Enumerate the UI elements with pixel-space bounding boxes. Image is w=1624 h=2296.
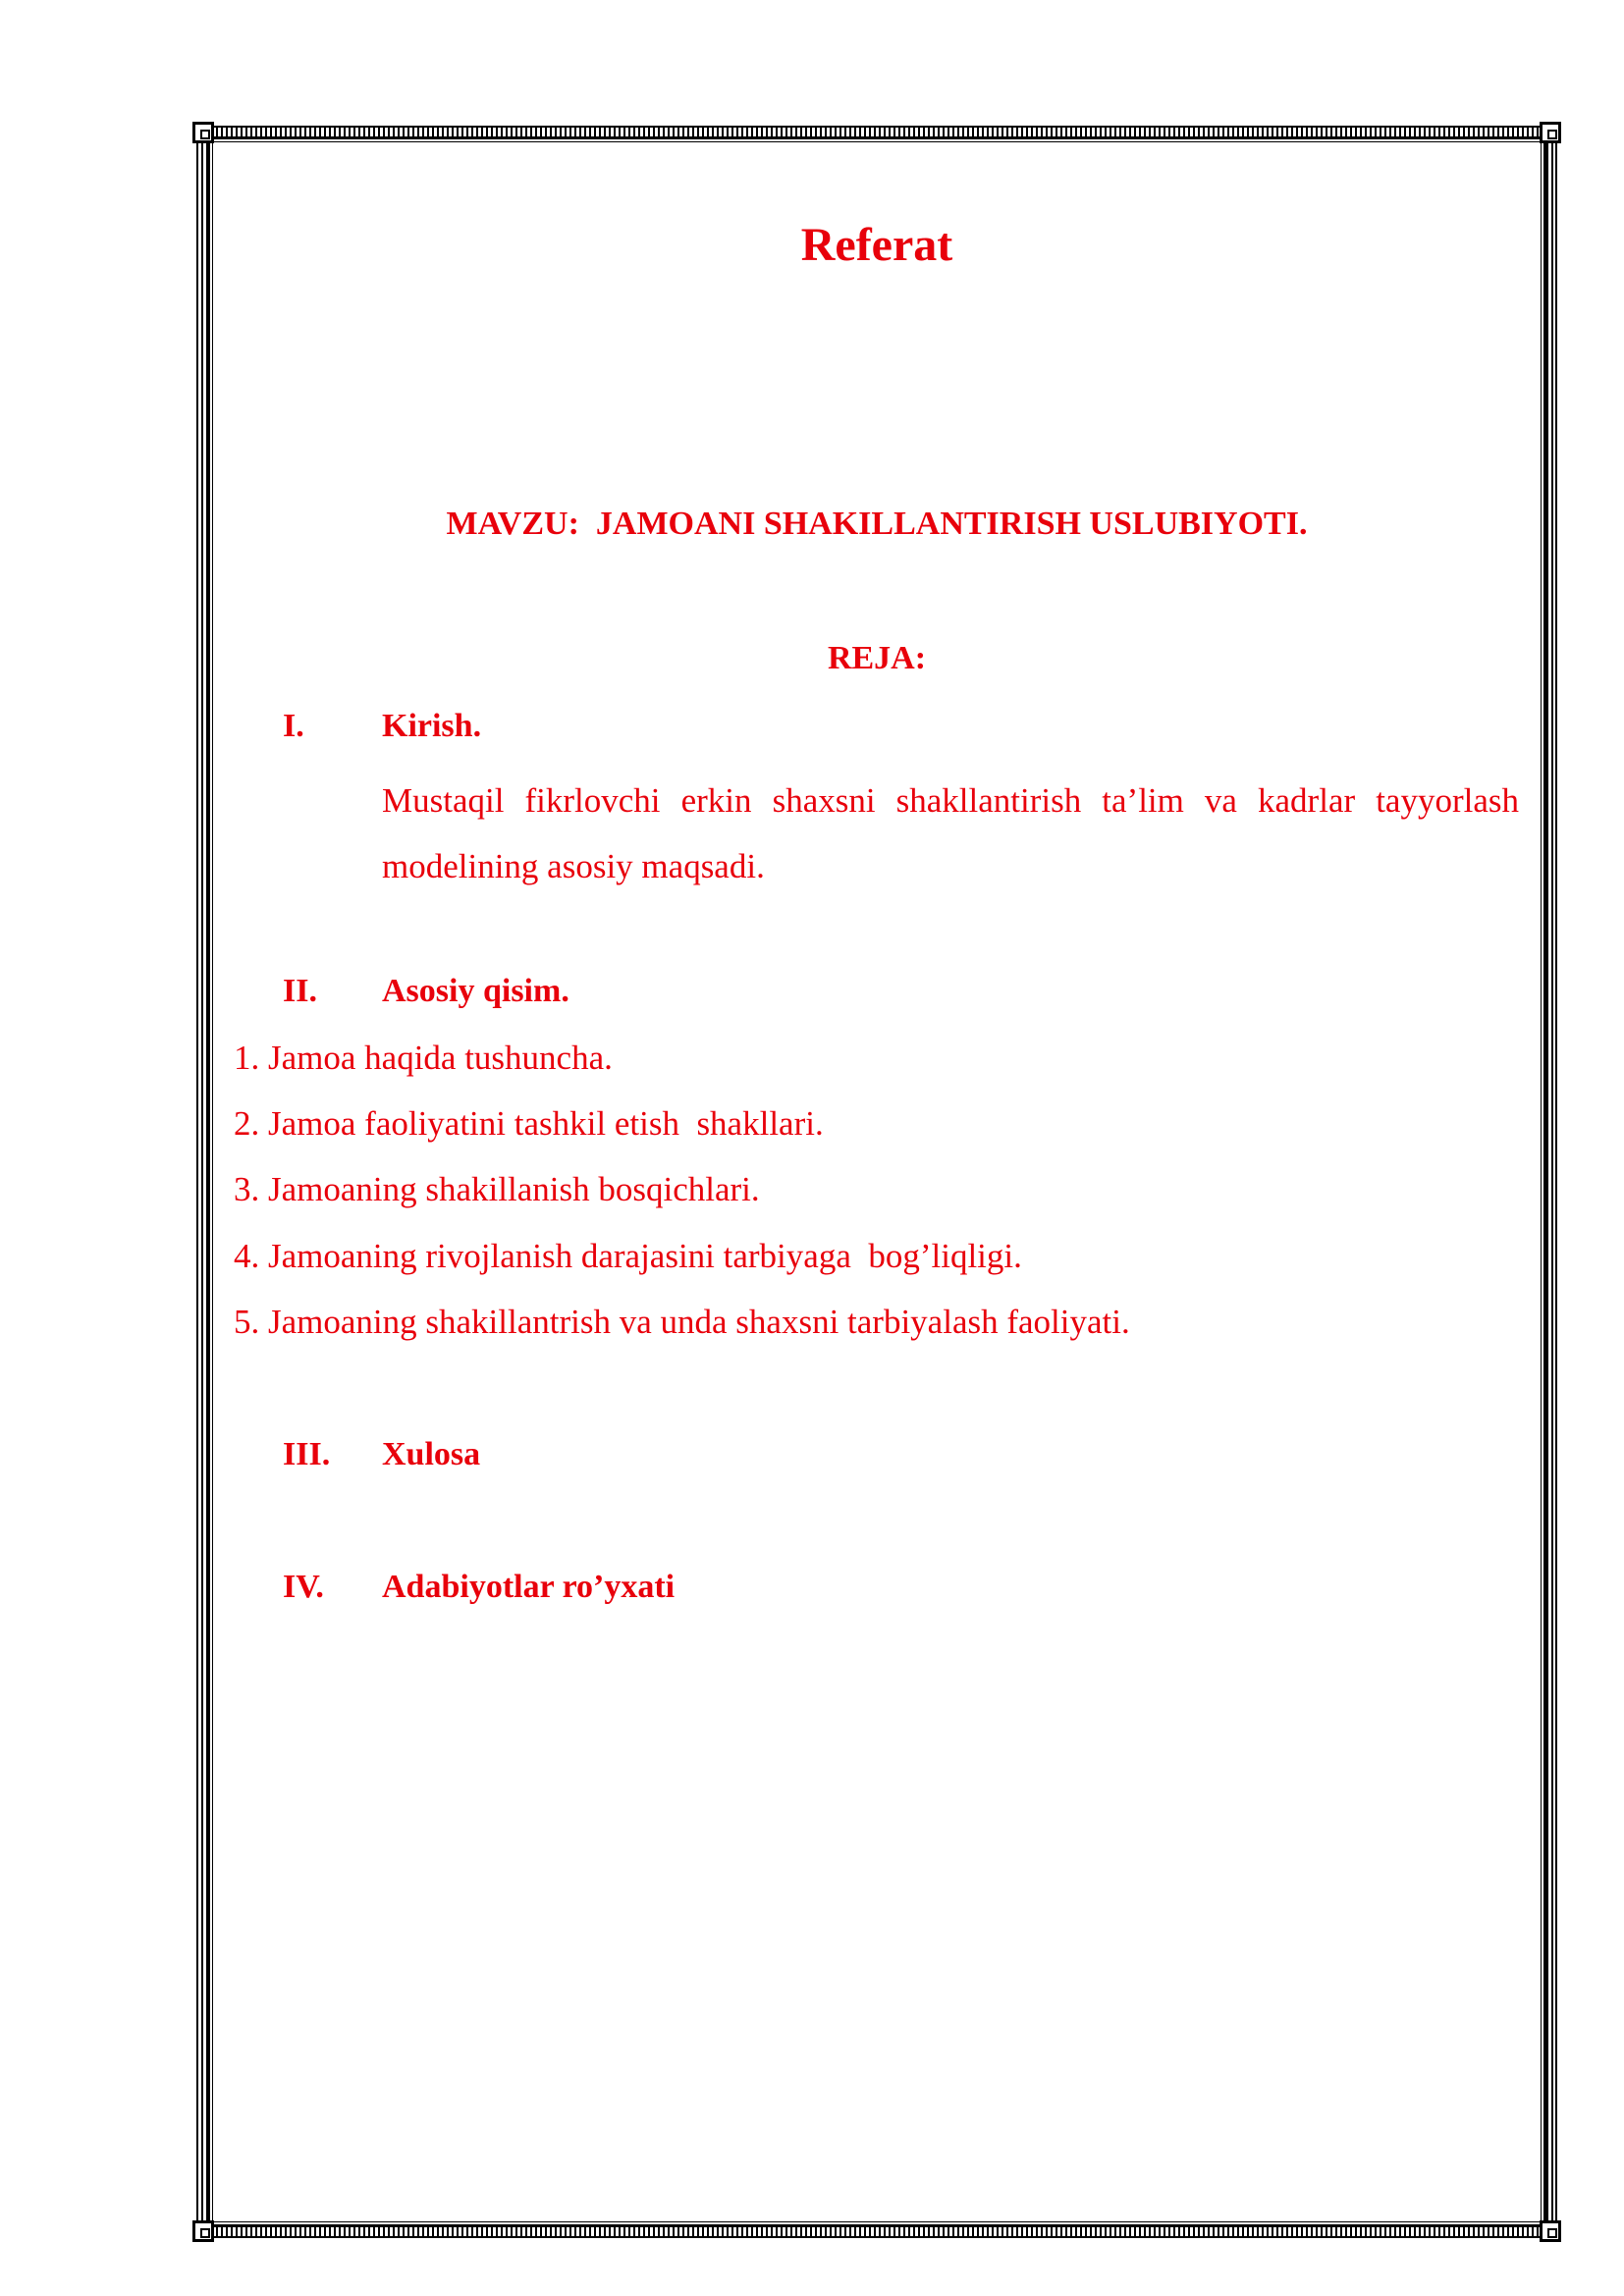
section-number: II.	[283, 973, 317, 1009]
section-number: IV.	[283, 1569, 324, 1605]
list-item: 4. Jamoaning rivojlanish darajasini tarbiyaga bog’liqligi.	[234, 1237, 1022, 1275]
section-label: Kirish.	[382, 708, 482, 744]
list-item: 1. Jamoa haqida tushuncha.	[234, 1039, 613, 1077]
plan-heading: REJA:	[827, 640, 927, 676]
section-number: I.	[283, 708, 304, 744]
section-number: III.	[283, 1436, 331, 1472]
border-corner-ornament	[192, 2220, 214, 2242]
list-item: 5. Jamoaning shakillantrish va unda shaxsni tarbiyalash faoliyati.	[234, 1303, 1130, 1341]
list-item: 3. Jamoaning shakillanish bosqichlari.	[234, 1170, 760, 1208]
section-label: Xulosa	[382, 1436, 481, 1472]
section-paragraph: Mustaqil fikrlovchi erkin shaxsni shakllantirish ta’lim va kadrlar tayyorlash modelining asosiy maqsadi.	[382, 781, 1519, 885]
border-corner-ornament	[1540, 122, 1561, 143]
section-label: Adabiyotlar ro’yxati	[382, 1569, 676, 1605]
list-item: 2. Jamoa faoliyatini tashkil etish shakllari.	[234, 1104, 824, 1143]
document-title: Referat	[800, 219, 953, 271]
section-label: Asosiy qisim.	[382, 973, 569, 1009]
border-corner-ornament	[192, 122, 214, 143]
document-topic: MAVZU: JAMOANI SHAKILLANTIRISH USLUBIYOTI.	[446, 506, 1308, 542]
border-corner-ornament	[1540, 2220, 1561, 2242]
